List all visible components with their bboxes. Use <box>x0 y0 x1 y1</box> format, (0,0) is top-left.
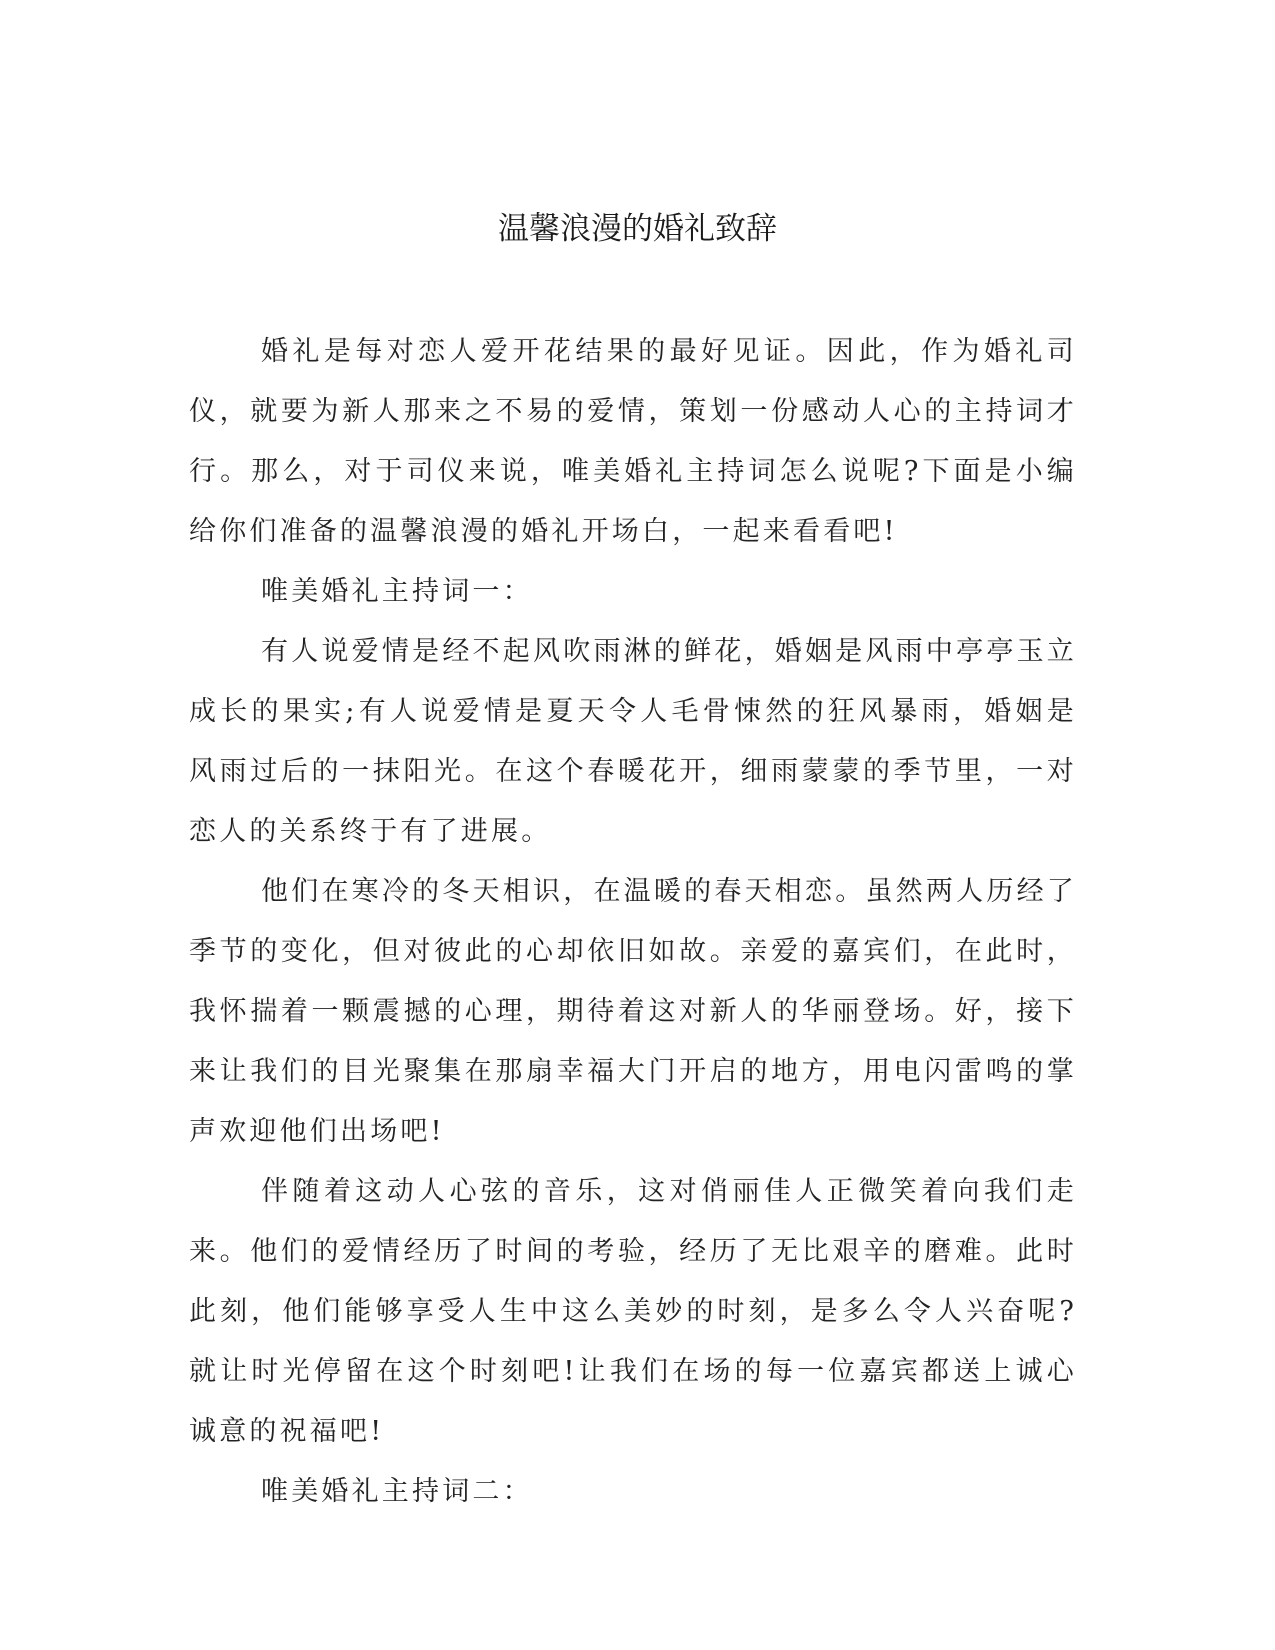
section-heading-two: 唯美婚礼主持词二： <box>261 1476 533 1507</box>
paragraph: 有人说爱情是经不起风吹雨淋的鲜花，婚姻是风雨中亭亭玉立成长的果实;有人说爱情是夏天令人毛骨悚然的狂风暴雨，婚姻是风雨过后的一抹阳光。在这个春暖花开，细雨蒙蒙的季节里，一对恋人的关系终于有了进展。 <box>189 636 1077 847</box>
paragraph: 他们在寒冷的冬天相识，在温暖的春天相恋。虽然两人历经了季节的变化，但对彼此的心却依旧如故。亲爱的嘉宾们，在此时，我怀揣着一颗震撼的心理，期待着这对新人的华丽登场。好，接下来让我们的目光聚集在那扇幸福大门开启的地方，用电闪雷鸣的掌声欢迎他们出场吧! <box>189 876 1077 1147</box>
document-body <box>189 322 1077 1522</box>
paragraph: 伴随着这动人心弦的音乐，这对俏丽佳人正微笑着向我们走来。他们的爱情经历了时间的考验，经历了无比艰辛的磨难。此时此刻，他们能够享受人生中这么美妙的时刻，是多么令人兴奋呢?就让时光停留在这个时刻吧!让我们在场的每一位嘉宾都送上诚心诚意的祝福吧! <box>189 1176 1077 1447</box>
document-title: 温馨浪漫的婚礼致辞 <box>498 211 777 247</box>
paragraph-intro: 婚礼是每对恋人爱开花结果的最好见证。因此，作为婚礼司仪，就要为新人那来之不易的爱情，策划一份感动人心的主持词才行。那么，对于司仪来说，唯美婚礼主持词怎么说呢?下面是小编给你们准备的温馨浪漫的婚礼开场白，一起来看看吧! <box>189 336 1077 547</box>
section-heading-one: 唯美婚礼主持词一： <box>261 576 533 607</box>
